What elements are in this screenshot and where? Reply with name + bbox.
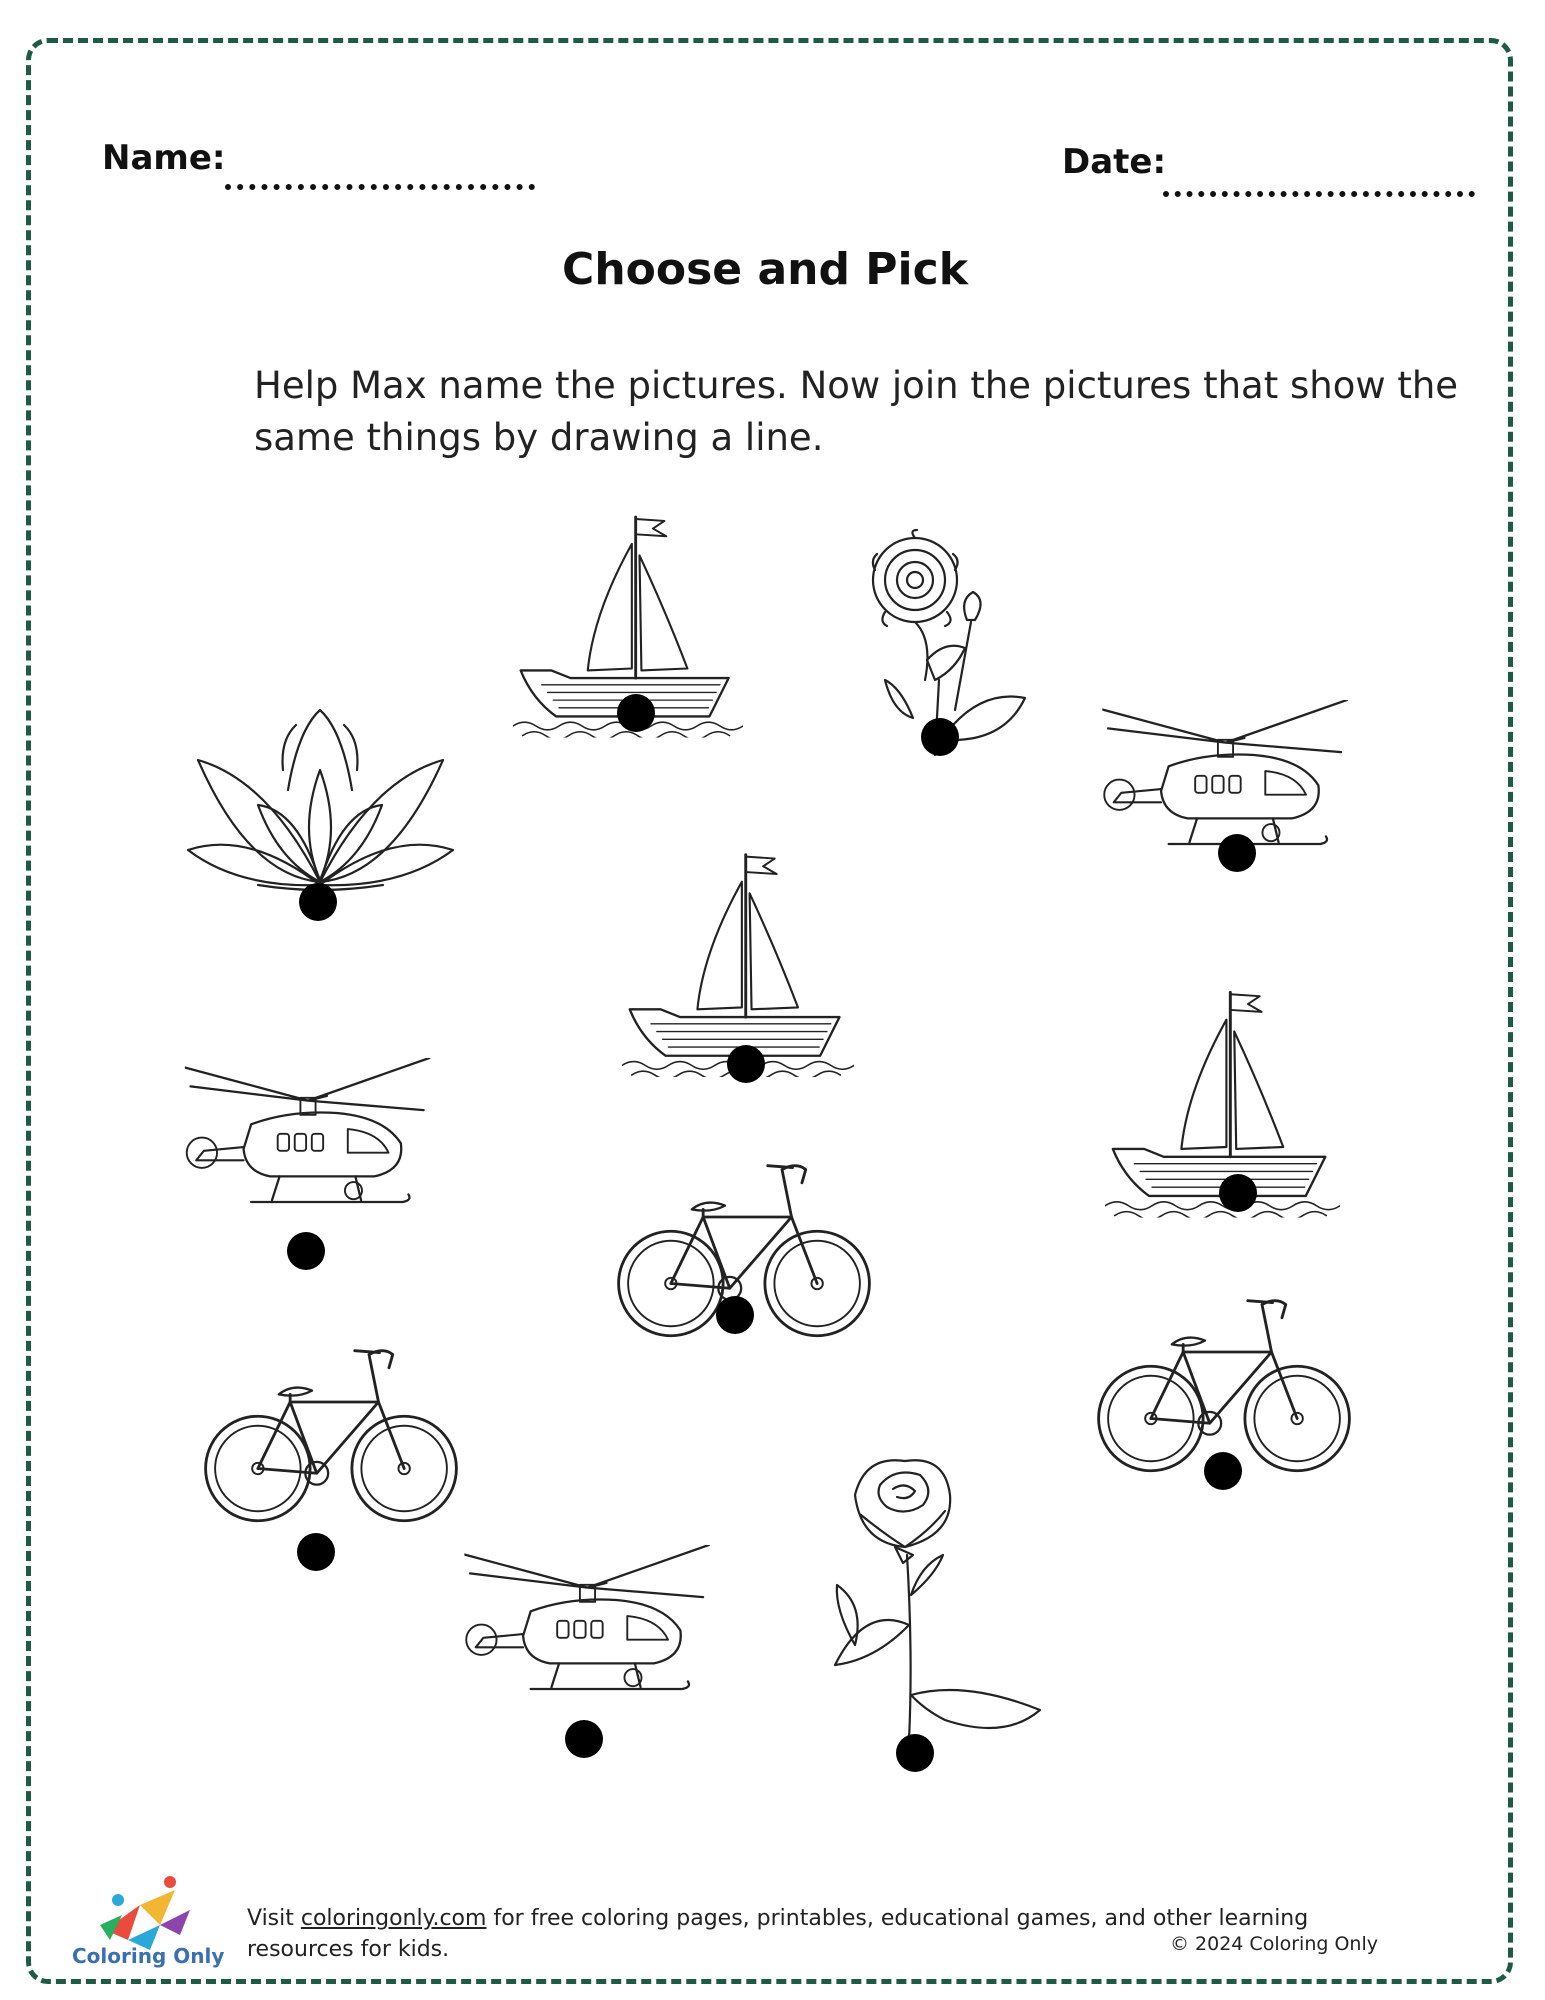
footer-visit: Visit bbox=[247, 1906, 301, 1931]
rose-icon bbox=[825, 1455, 1045, 1755]
connect-dot[interactable] bbox=[1218, 834, 1256, 872]
connect-dot[interactable] bbox=[565, 1720, 603, 1758]
name-field[interactable] bbox=[225, 184, 535, 190]
connect-dot[interactable] bbox=[1219, 1174, 1257, 1212]
connect-dot[interactable] bbox=[297, 1533, 335, 1571]
date-field[interactable] bbox=[1163, 191, 1475, 197]
bicycle-icon bbox=[195, 1345, 467, 1535]
instructions: Help Max name the pictures. Now join the pictures that show the same things by drawing a line. bbox=[254, 364, 1459, 459]
connect-dot[interactable] bbox=[921, 718, 959, 756]
connect-dot[interactable] bbox=[1204, 1452, 1242, 1490]
copyright: © 2024 Coloring Only bbox=[1170, 1933, 1378, 1955]
connect-dot[interactable] bbox=[896, 1734, 934, 1772]
connect-dot[interactable] bbox=[299, 883, 337, 921]
sailboat-icon bbox=[622, 842, 854, 1080]
footer-rest: for free coloring pages, printables, educational games, and other learning resources for kids. bbox=[247, 1906, 1309, 1962]
lotus-icon bbox=[188, 710, 453, 890]
helicopter-icon bbox=[178, 1058, 438, 1238]
connect-dot[interactable] bbox=[287, 1232, 325, 1270]
footer-link[interactable]: coloringonly.com bbox=[300, 1906, 487, 1931]
connect-dot[interactable] bbox=[716, 1296, 754, 1334]
connect-dot[interactable] bbox=[617, 694, 655, 732]
logo-text: Coloring Only bbox=[72, 1944, 225, 1968]
worksheet-title: Choose and Pick bbox=[562, 244, 968, 295]
connect-dot[interactable] bbox=[727, 1045, 765, 1083]
name-label: Name: bbox=[102, 138, 226, 178]
date-label: Date: bbox=[1062, 142, 1167, 182]
helicopter-icon bbox=[460, 1545, 715, 1725]
